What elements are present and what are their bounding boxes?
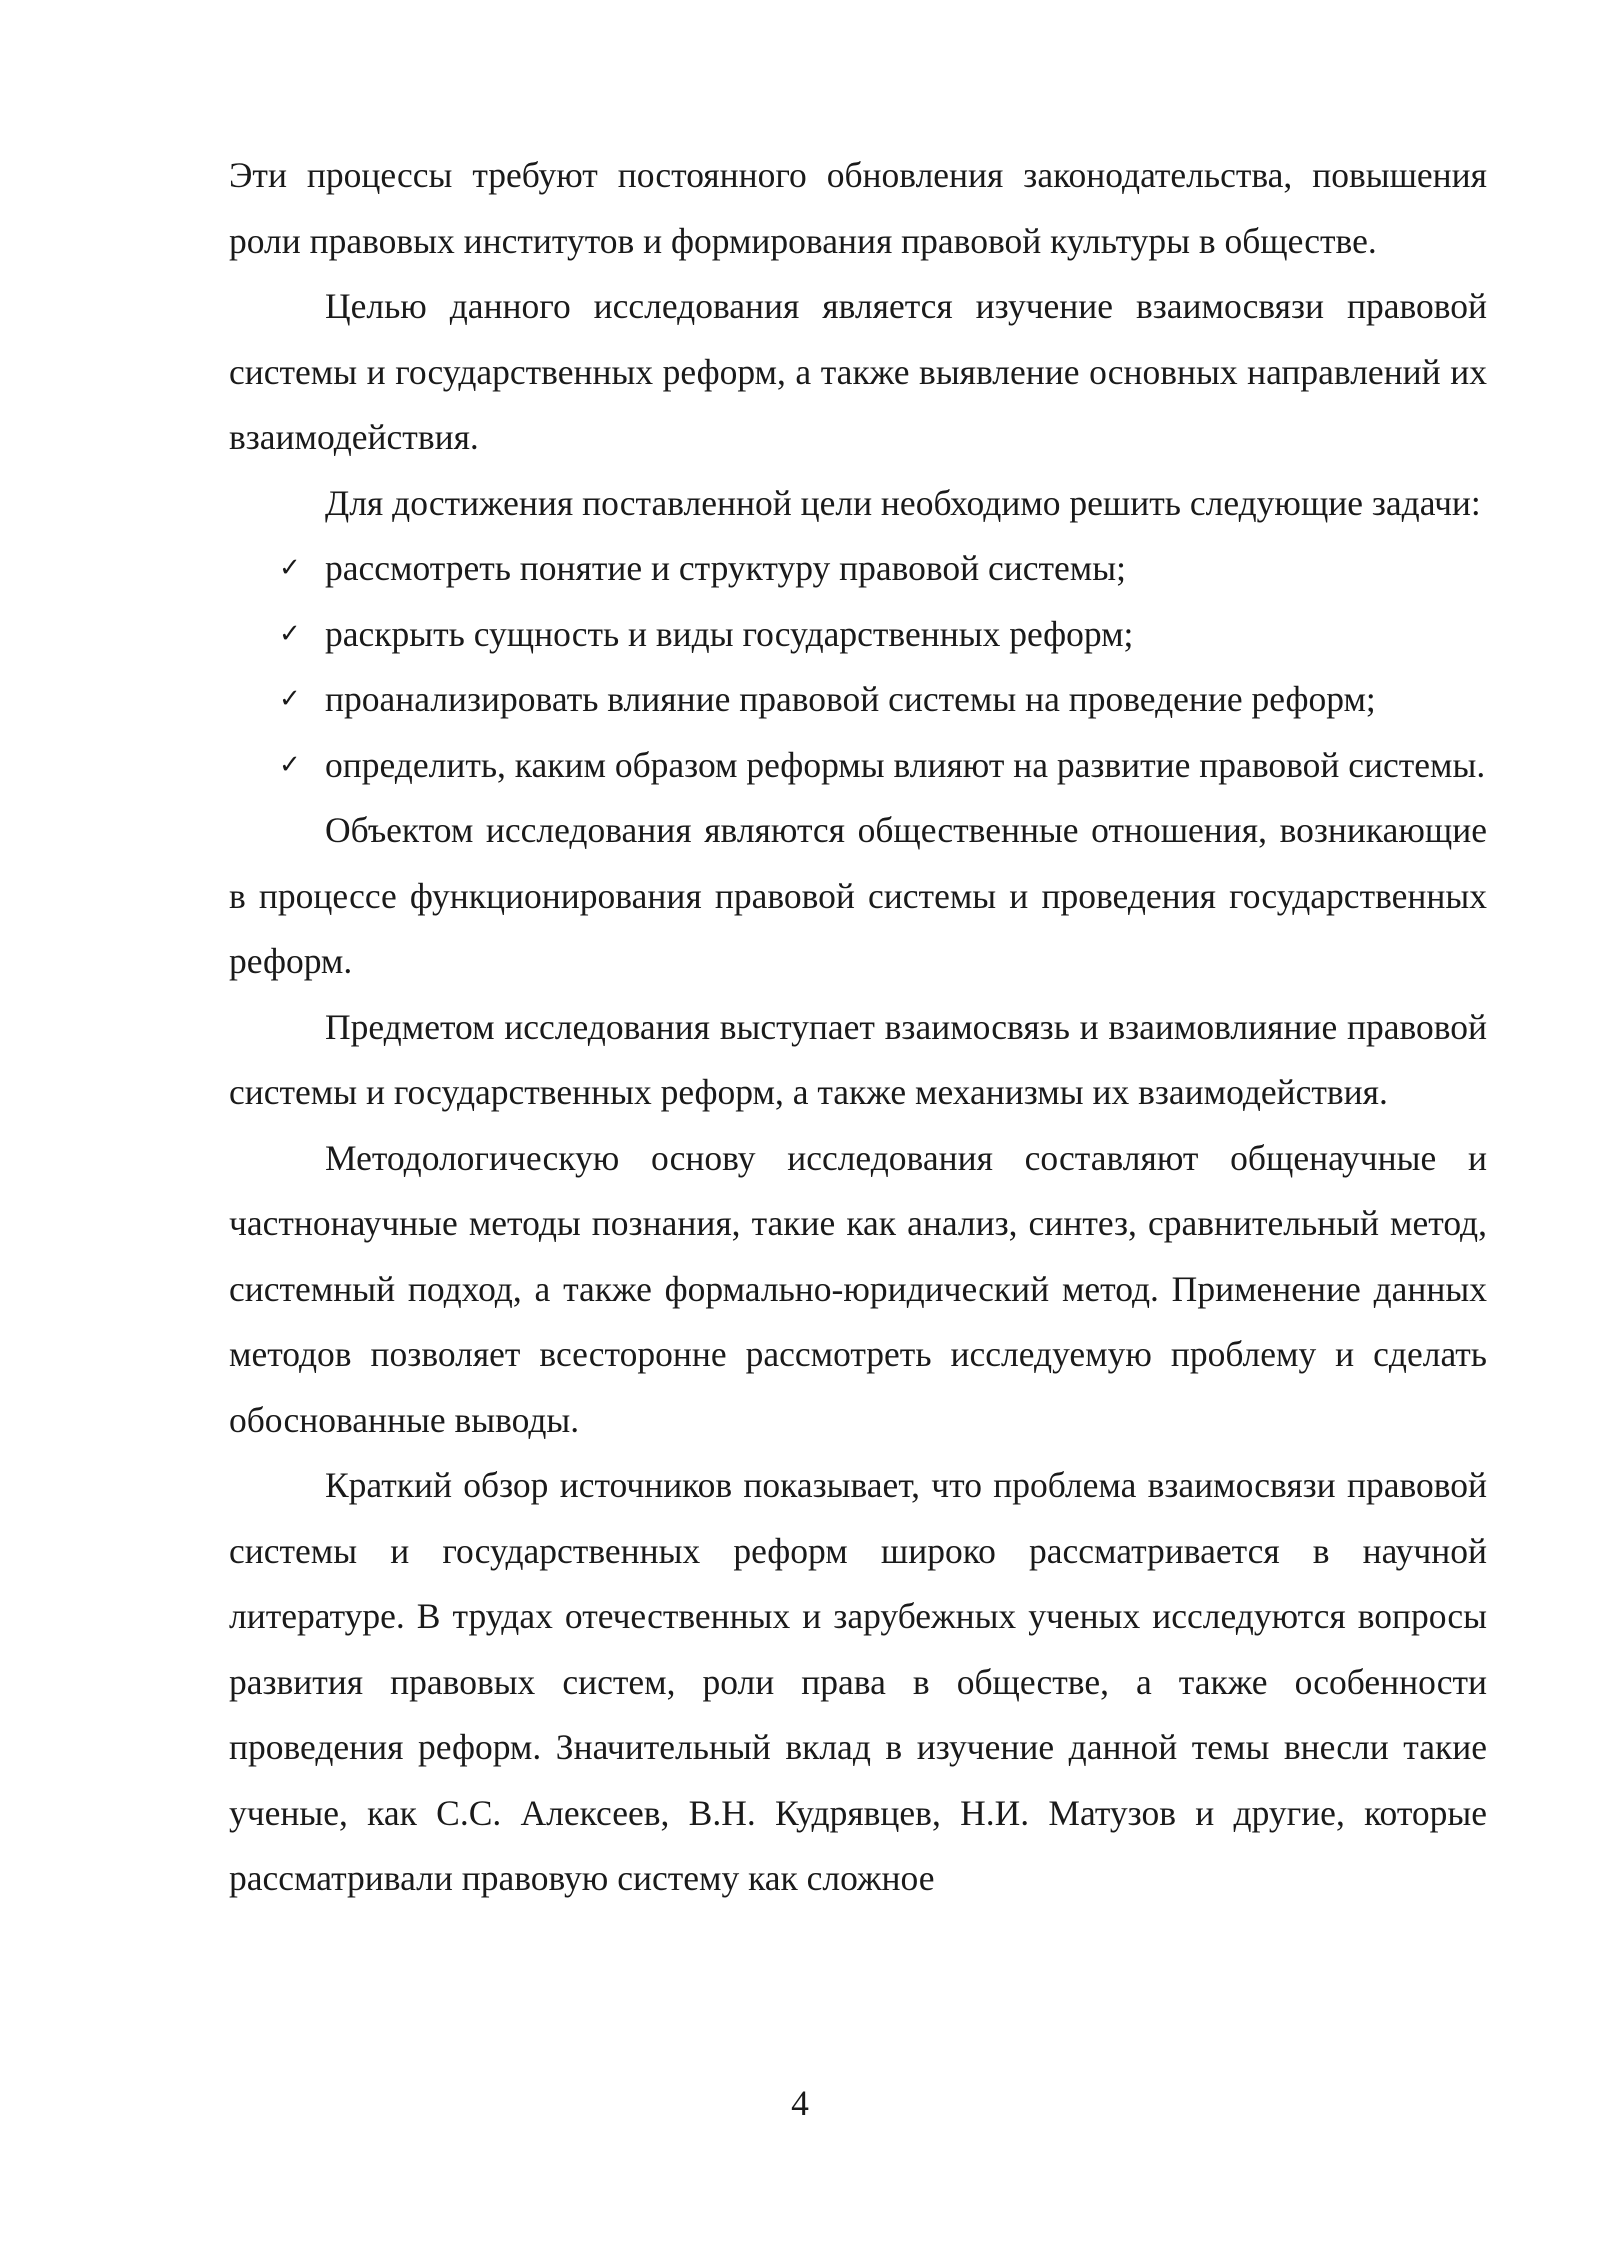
checkmark-icon: ✓ <box>279 553 301 583</box>
task-item <box>229 733 1487 799</box>
task-text: проанализировать влияние правовой системы на проведение реформ; <box>325 679 1376 719</box>
task-item <box>229 602 1487 668</box>
task-item <box>229 667 1487 733</box>
task-item <box>229 536 1487 602</box>
task-text: раскрыть сущность и виды государственных реформ; <box>325 613 1134 654</box>
page-number: 4 <box>791 2083 809 2123</box>
checkmark-icon: ✓ <box>279 749 301 780</box>
checkmark-icon: ✓ <box>279 618 301 649</box>
paragraph-research-subject: Предметом исследования выступает взаимосвязь и взаимовлияние правовой системы и государственных реформ, а также механизмы их взаимодействия. <box>229 1006 1487 1112</box>
paragraph-methodology: Методологическую основу исследования составляют общенаучные и частнонаучные методы познания, такие как анализ, синтез, сравнительный метод, системный подход, а также формально-юридический метод. Применение данных методов позволяет всесторонне рассмотреть исследуемую проблему и сделать обоснованные выводы. <box>229 1137 1487 1440</box>
paragraph-research-object: Объектом исследования являются общественные отношения, возникающие в процессе функционирования правовой системы и проведения государственных реформ. <box>229 810 1487 981</box>
checkmark-icon: ✓ <box>279 684 301 714</box>
task-text: определить, каким образом реформы влияют на развитие правовой системы. <box>325 744 1486 785</box>
paragraph-research-goal: Целью данного исследования является изучение взаимосвязи правовой системы и государственных реформ, а также выявление основных направлений их взаимодействия. <box>229 286 1487 457</box>
tasks-list <box>229 536 1487 798</box>
document-body <box>229 143 1487 1912</box>
task-text: рассмотреть понятие и структуру правовой системы; <box>325 548 1126 588</box>
paragraph-literature-review: Краткий обзор источников показывает, что проблема взаимосвязи правовой системы и государственных реформ широко рассматривается в научной литературе. В трудах отечественных и зарубежных ученых исследуются вопросы развития правовых систем, роли права в обществе, а также особенности проведения реформ. Значительный вклад в изучение данной темы внесли такие ученые, как С.С. Алексеев, В.Н. Кудрявцев, Н.И. Матузов и другие, которые рассматривали правовую систему как сложное <box>229 1465 1487 1898</box>
paragraph-tasks-intro: Для достижения поставленной цели необходимо решить следующие задачи: <box>325 482 1481 523</box>
paragraph-intro-continuation: Эти процессы требуют постоянного обновления законодательства, повышения роли правовых институтов и формирования правовой культуры в обществе. <box>229 155 1487 261</box>
